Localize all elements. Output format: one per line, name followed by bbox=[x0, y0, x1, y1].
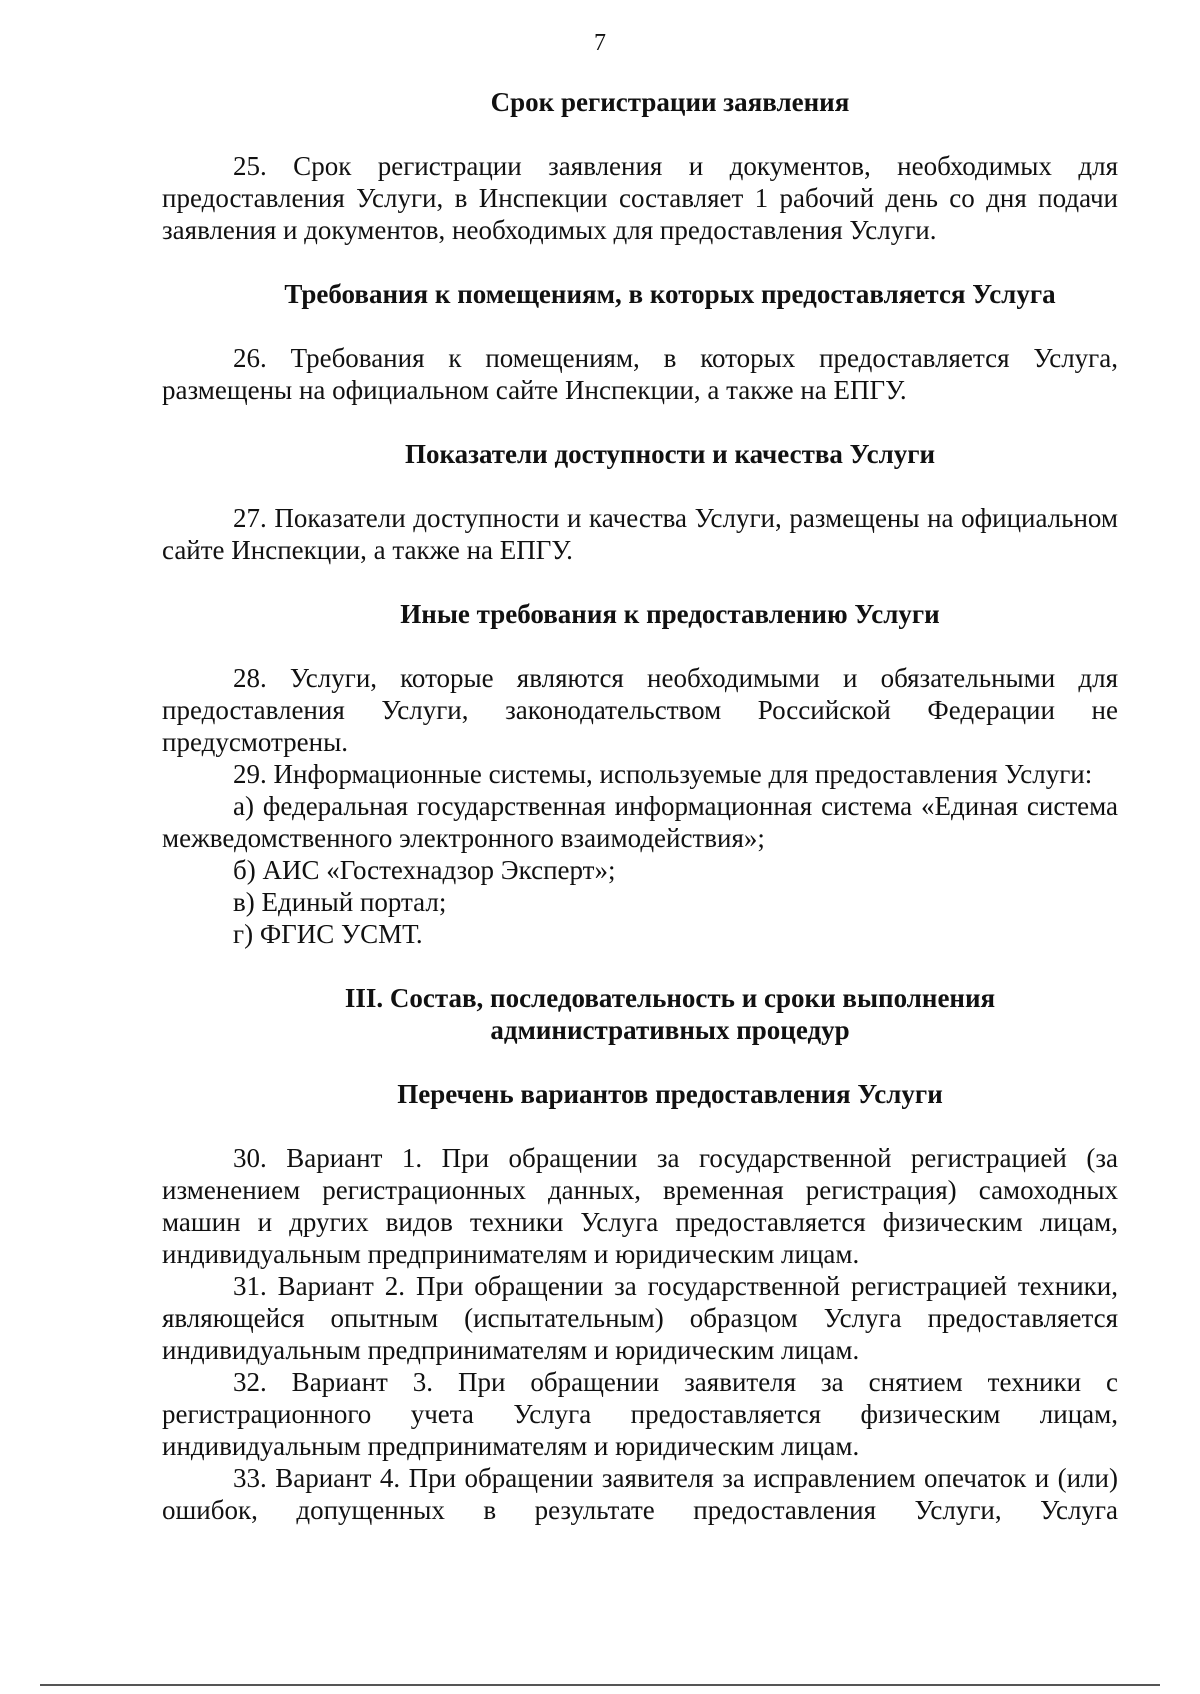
paragraph-26: 26. Требования к помещениям, в которых предоставляется Услуга, размещены на официальном сайте Инспекции, а также на ЕПГУ. bbox=[162, 343, 1118, 405]
paragraph-31: 31. Вариант 2. При обращении за государственной регистрацией техники, являющейся опытным (испытательным) образцом Услуга предоставляется индивидуальным предпринимателям и юридическим лицам. bbox=[162, 1271, 1118, 1365]
paragraph-29-b: б) АИС «Гостехнадзор Эксперт»; bbox=[233, 855, 616, 885]
section-heading-other-requirements: Иные требования к предоставлению Услуги bbox=[400, 599, 940, 629]
section-heading-premises: Требования к помещениям, в которых предоставляется Услуга bbox=[284, 279, 1056, 309]
page-number: 7 bbox=[594, 30, 606, 56]
spacer bbox=[162, 950, 1118, 982]
paragraph-29-d: г) ФГИС УСМТ. bbox=[233, 919, 423, 949]
section-heading-accessibility: Показатели доступности и качества Услуги bbox=[404, 439, 936, 469]
section-heading-variants: Перечень вариантов предоставления Услуги bbox=[397, 1079, 943, 1109]
paragraph-29-c: в) Единый портал; bbox=[233, 887, 447, 917]
spacer bbox=[162, 118, 1118, 150]
paragraph-28: 28. Услуги, которые являются необходимыми и обязательными для предоставления Услуги, законодательством Российской Федерации не предусмотрены. bbox=[162, 663, 1118, 757]
page-bottom-rule bbox=[40, 1684, 1160, 1686]
paragraph-32: 32. Вариант 3. При обращении заявителя за снятием техники с регистрационного учета Услуга предоставляется физическим лицам, индивидуальным предпринимателям и юридическим лицам. bbox=[162, 1367, 1118, 1461]
paragraph-29: 29. Информационные системы, используемые для предоставления Услуги: bbox=[233, 759, 1093, 789]
chapter-heading-line-2: административных процедур bbox=[490, 1015, 850, 1045]
spacer bbox=[162, 470, 1118, 502]
spacer bbox=[162, 406, 1118, 438]
spacer bbox=[162, 630, 1118, 662]
paragraph-27: 27. Показатели доступности и качества Услуги, размещены на официальном сайте Инспекции, а также на ЕПГУ. bbox=[162, 503, 1118, 565]
paragraph-29-a: а) федеральная государственная информационная система «Единая система межведомственного электронного взаимодействия»; bbox=[162, 791, 1118, 853]
spacer bbox=[162, 246, 1118, 278]
paragraph-30: 30. Вариант 1. При обращении за государственной регистрацией (за изменением регистрационных данных, временная регистрация) самоходных машин и других видов техники Услуга предоставляется физическим лицам, индивидуальным предпринимателям и юридическим лицам. bbox=[162, 1143, 1118, 1269]
paragraph-33: 33. Вариант 4. При обращении заявителя за исправлением опечаток и (или) ошибок, допущенных в результате предоставления Услуги, Услуга bbox=[162, 1463, 1118, 1525]
chapter-heading-line-1: III. Состав, последовательность и сроки выполнения bbox=[344, 983, 996, 1013]
paragraph-25: 25. Срок регистрации заявления и документов, необходимых для предоставления Услуги, в Инспекции составляет 1 рабочий день со дня подачи заявления и документов, необходимых для предоставления Услуги. bbox=[162, 151, 1118, 245]
section-heading-registration-term: Срок регистрации заявления bbox=[490, 87, 850, 117]
spacer bbox=[162, 1046, 1118, 1078]
spacer bbox=[162, 310, 1118, 342]
spacer bbox=[162, 1110, 1118, 1142]
document-body bbox=[162, 86, 1118, 1526]
spacer bbox=[162, 566, 1118, 598]
